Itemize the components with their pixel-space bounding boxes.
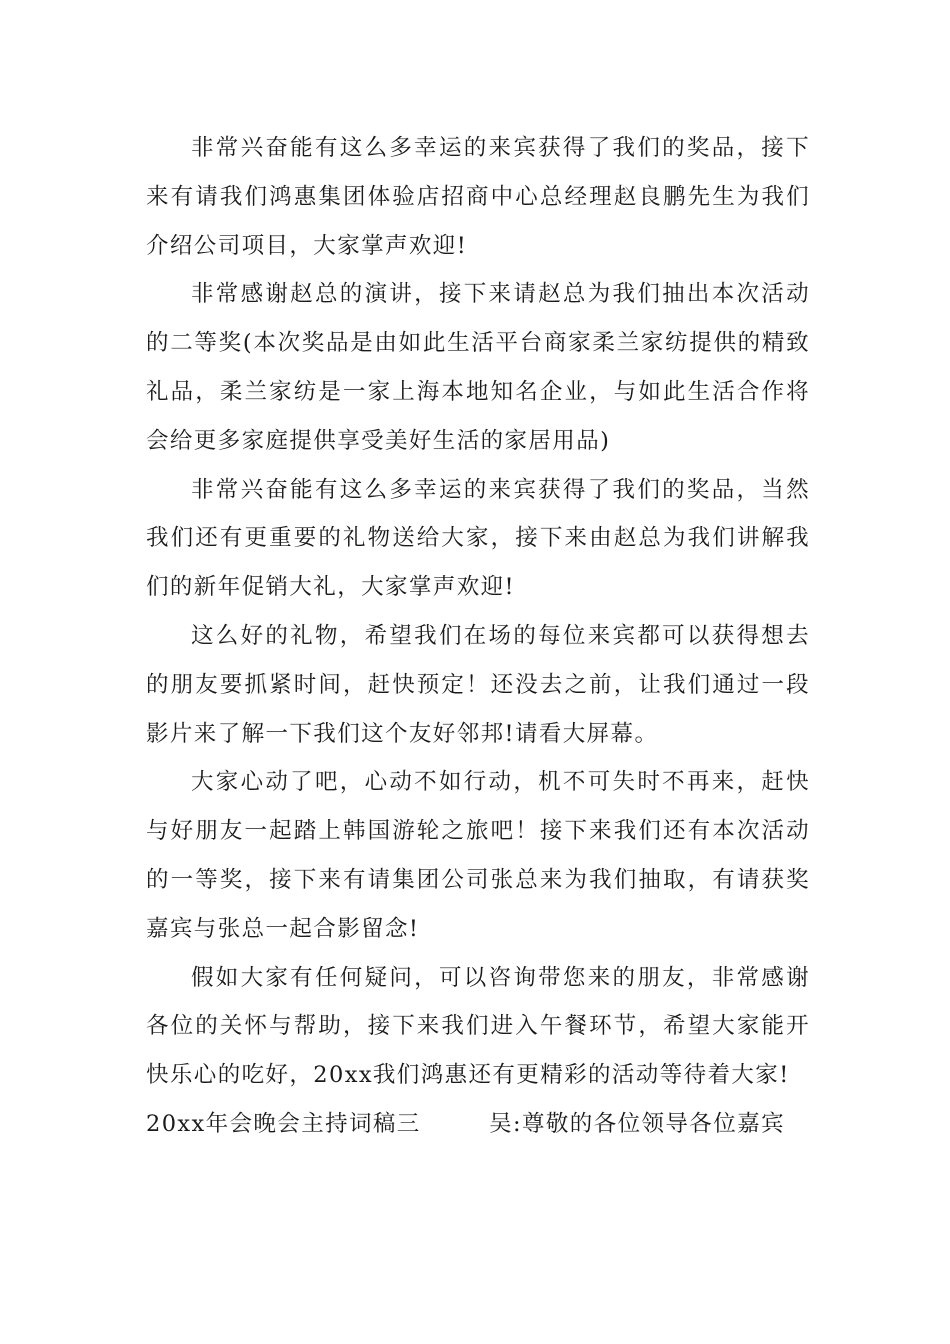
paragraph-1: 非常兴奋能有这么多幸运的来宾获得了我们的奖品，接下来有请我们鸿惠集团体验店招商中心总经理赵良鹏先生为我们介绍公司项目，大家掌声欢迎! bbox=[146, 135, 810, 259]
paragraph-2: 非常感谢赵总的演讲，接下来请赵总为我们抽出本次活动的二等奖(本次奖品是由如此生活平台商家柔兰家纺提供的精致礼品，柔兰家纺是一家上海本地知名企业，与如此生活合作将会给更多家庭提供享受美好生活的家居用品) bbox=[146, 281, 810, 454]
paragraph-4: 这么好的礼物，希望我们在场的每位来宾都可以获得想去的朋友要抓紧时间，赶快预定！还没去之前，让我们通过一段影片来了解一下我们这个友好邻邦!请看大屏幕。 bbox=[146, 622, 810, 747]
paragraph-5: 大家心动了吧，心动不如行动，机不可失时不再来，赶快与好朋友一起踏上韩国游轮之旅吧！接下来我们还有本次活动的一等奖，接下来有请集团公司张总来为我们抽取，有请获奖嘉宾与张总一起合影留念! bbox=[146, 769, 810, 942]
paragraph-6: 假如大家有任何疑问，可以咨询带您来的朋友，非常感谢各位的关怀与帮助，接下来我们进入午餐环节，希望大家能开快乐心的吃好，20xx我们鸿惠还有更精彩的活动等待着大家! bbox=[146, 964, 810, 1089]
section-heading-line: 20xx年会晚会主持词稿三 吴:尊敬的各位领导各位嘉宾 bbox=[146, 1110, 785, 1137]
document-body bbox=[146, 124, 810, 1149]
paragraph-3: 非常兴奋能有这么多幸运的来宾获得了我们的奖品，当然我们还有更重要的礼物送给大家，接下来由赵总为我们讲解我们的新年促销大礼，大家掌声欢迎! bbox=[146, 476, 810, 601]
